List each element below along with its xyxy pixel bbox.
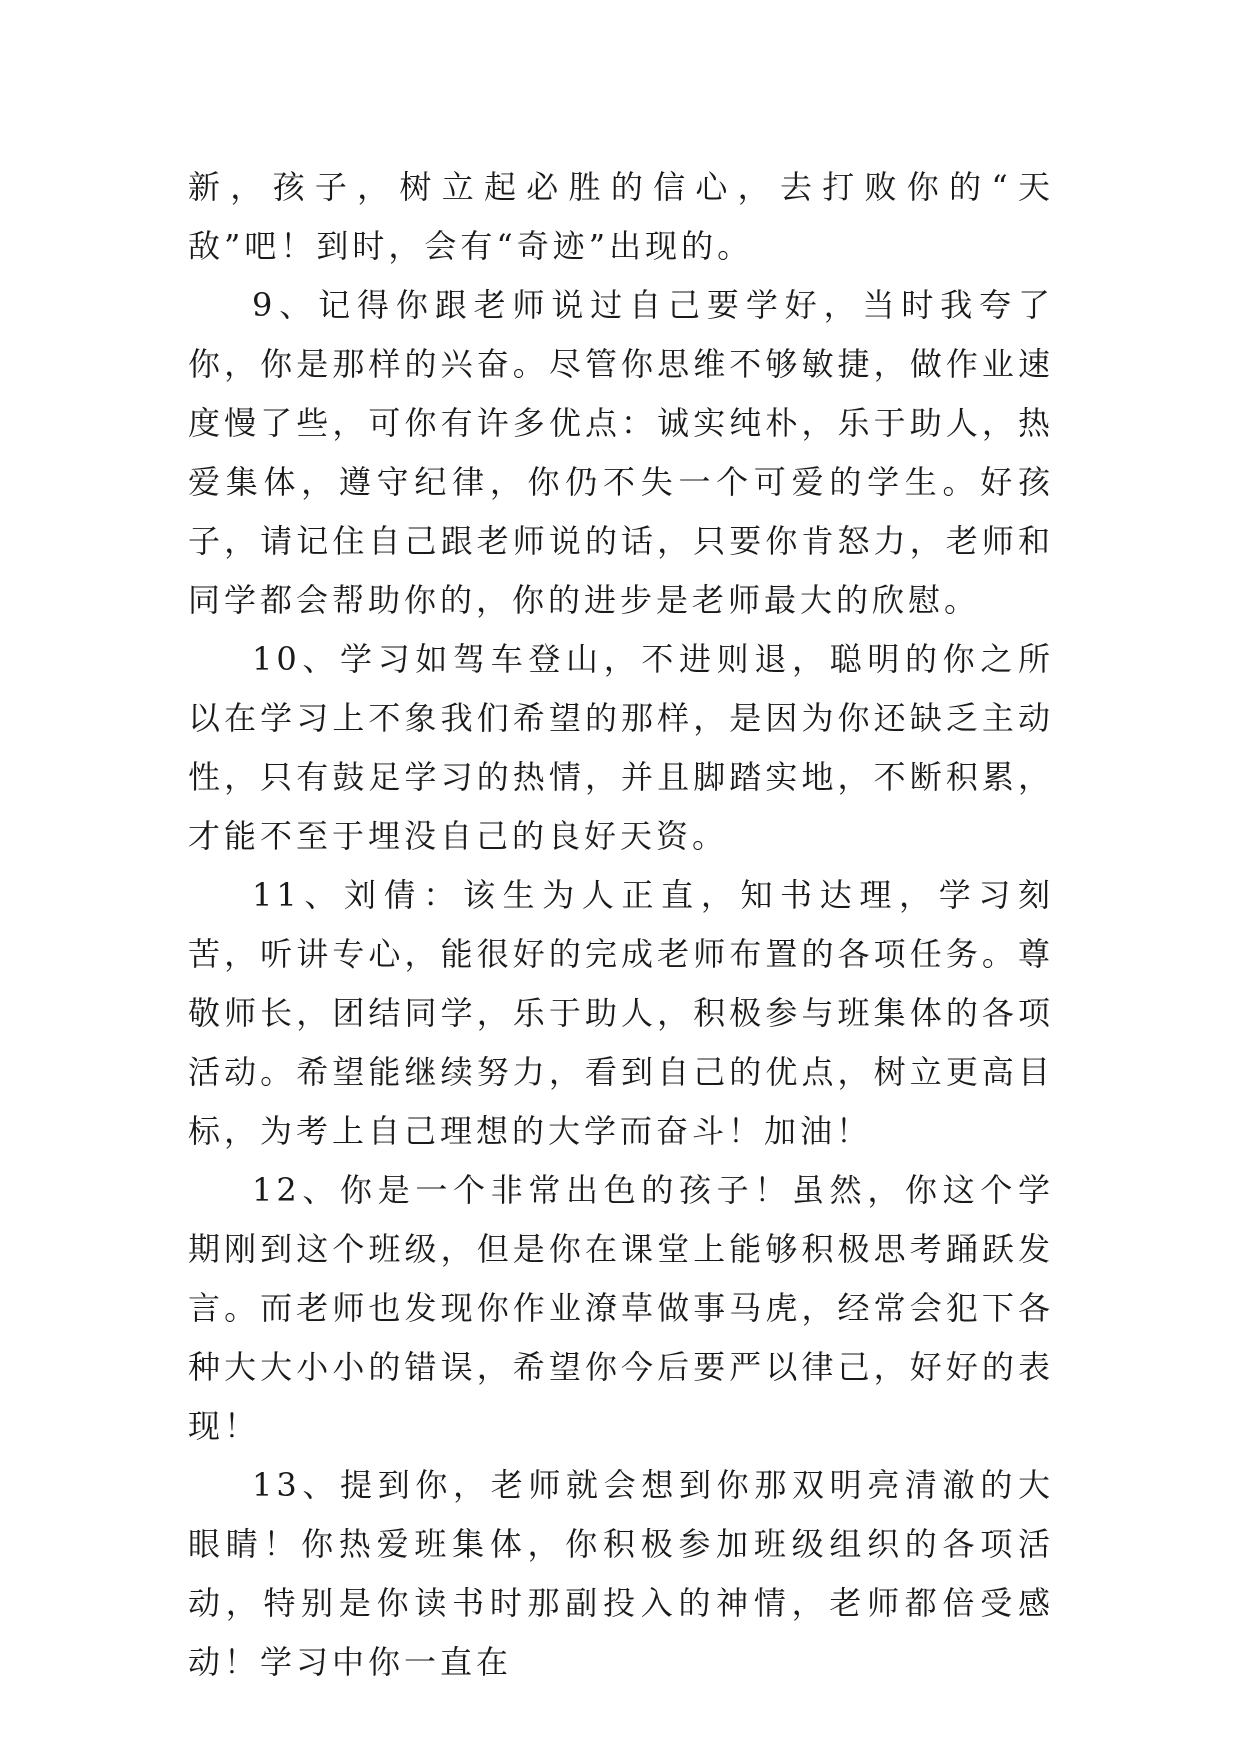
paragraph-item-12: 12、你是一个非常出色的孩子！虽然，你这个学期刚到这个班级，但是你在课堂上能够积极思考踊跃发言。而老师也发现你作业潦草做事马虎，经常会犯下各种大大小小的错误，希望你今后要严以律己，好好的表现！ <box>188 1171 1054 1445</box>
paragraph-item-10: 10、学习如驾车登山，不进则退，聪明的你之所以在学习上不象我们希望的那样，是因为你还缺乏主动性，只有鼓足学习的热情，并且脚踏实地，不断积累，才能不至于埋没自己的良好天资。 <box>188 640 1054 855</box>
paragraph-item-13: 13、提到你，老师就会想到你那双明亮清澈的大眼睛！你热爱班集体，你积极参加班级组织的各项活动，特别是你读书时那副投入的神情，老师都倍受感动！学习中你一直在 <box>188 1466 1054 1681</box>
paragraph-continuation: 新，孩子，树立起必胜的信心，去打败你的“天敌”吧！到时，会有“奇迹”出现的。 <box>188 168 1054 265</box>
document-body <box>188 158 1054 1692</box>
paragraph-item-11: 11、刘倩：该生为人正直，知书达理，学习刻苦，听讲专心，能很好的完成老师布置的各项任务。尊敬师长，团结同学，乐于助人，积极参与班集体的各项活动。希望能继续努力，看到自己的优点，树立更高目标，为考上自己理想的大学而奋斗！加油！ <box>188 876 1054 1150</box>
paragraph-item-9: 9、记得你跟老师说过自己要学好，当时我夸了你，你是那样的兴奋。尽管你思维不够敏捷，做作业速度慢了些，可你有许多优点：诚实纯朴，乐于助人，热爱集体，遵守纪律，你仍不失一个可爱的学生。好孩子，请记住自己跟老师说的话，只要你肯怒力，老师和同学都会帮助你的，你的进步是老师最大的欣慰。 <box>188 286 1054 619</box>
